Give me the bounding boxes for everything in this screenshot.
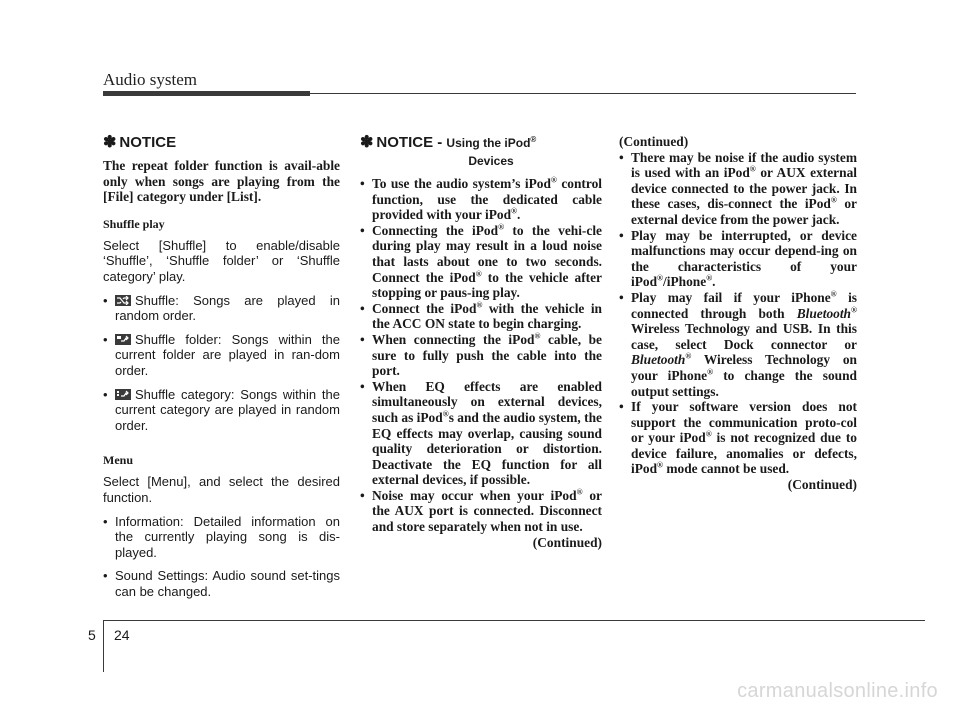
shuffle-intro: Select [Shuffle] to enable/disable ‘Shuffle’, ‘Shuffle folder’ or ‘Shuffle category’ play. [103,237,340,284]
shuffle-heading: Shuffle play [103,216,165,231]
notice-heading [103,134,340,152]
list-item-text: is not recognized due to device failure, anomalies or defects, iPod [631,430,857,477]
reg-mark: ® [830,289,837,299]
list-item-text: When connecting the iPod [372,331,535,347]
list-item-text: or the AUX port is connected. Disconnect and store separately when not in use. [372,487,602,535]
list-item: • Connecting the iPod® to the vehi-cle during play may result in a loud noise that lasts about one to two seconds. Connect the iPod® to the vehicle after stopping or paus-ing play. [360,222,603,301]
list-item: • Shuffle category: Songs within the current category are played in random order. [103,386,340,433]
reg-mark: ® [707,367,714,377]
list-item-text: . [517,207,521,223]
header-bar-thick [103,91,310,96]
reg-mark: ® [576,487,583,497]
menu-item-text: Information: Detailed information on the currently playing song is dis-played. [115,513,340,560]
list-item: • Information: Detailed information on the currently playing song is dis-played. [103,513,340,560]
reg-mark: ® [534,331,541,341]
column-left [103,134,340,607]
list-item-text: To use the audio system’s iPod [372,176,551,191]
ipod-notice-subtitle-text: Using the iPod [446,136,531,150]
shuffle-list [103,293,340,434]
list-item: • To use the audio system’s iPod® control function, use the dedicated cable provided with your iPod®. [360,175,603,223]
shuffle-item-text: Shuffle: Songs are played in random order. [115,292,340,324]
reg-mark: ® [830,195,837,205]
list-item: • When EQ effects are enabled simultaneously on external devices, such as iPod®s and the audio system, the EQ effects may overlap, causing sound quality deterioration or distortion. Deactivate the EQ function for all external devices, if possible. [360,378,602,488]
list-item-text: or external device from the power jack. [631,196,857,227]
bluetooth-term: Bluetooth [631,352,686,368]
list-item-text: Wireless Technology and USB. In this case, select Dock connector or [631,321,857,352]
page-number: 24 [114,627,130,643]
footer-line [103,620,925,621]
list-item-text: control function, use the dedicated cable provided with your iPod [372,176,603,223]
footer-vertical-line [103,620,104,672]
reg-mark: ® [511,206,518,216]
list-item-text: If your software version does not support the communication proto-col or your iPod [631,399,857,446]
continued-bottom-label: (Continued) [787,477,857,493]
list-item-text: Connect the iPod [372,300,477,316]
list-item-text: or AUX external device connected to the power jack. In these cases, dis-connect the iPod [631,165,857,212]
menu-item-text: Sound Settings: Audio sound set-tings can be changed. [115,568,340,599]
list-item-text: Wireless Technology on your iPhone [631,352,857,383]
list-item-text: Noise may occur when your iPod [372,487,577,503]
shuffle-item-text: Shuffle folder: Songs within the current folder are played in ran-dom order. [115,331,340,378]
reg-mark: ® [476,300,483,310]
reg-mark: ® [550,175,557,185]
list-item-text: to change the sound output settings. [631,367,857,399]
list-item-text: s and the audio system, the EQ effects may overlap, causing sound quality deterioration or distortion. Deactivate the EQ function for all external devices, if possible. [372,409,602,488]
list-item-text: /iPhone [663,274,707,290]
menu-intro: Select [Menu], and select the desired function. [103,474,340,505]
list-item: • If your software version does not support the communication proto-col or your iPod® is not recognized due to device failure, anomalies or defects, iPod® mode cannot be used. [619,399,857,477]
list-item-text: Play may fail if your iPhone [631,289,831,305]
list-item: • Shuffle: Songs are played in random order. [103,292,340,324]
list-item-text: Connecting the iPod [372,222,499,238]
header-title: Audio system [103,70,197,89]
shuffle-category-icon [115,389,131,400]
menu-list [103,514,340,600]
reg-mark: ® [530,135,537,144]
ipod-notice-subtitle-line2: Devices [468,154,514,168]
list-item: • Play may fail if your iPhone® is connected through both Bluetooth® Wireless Technology and USB. In this case, select Dock connector or Bluetooth® Wireless Technology on your iPhone® to change the sound output settings. [619,289,858,399]
reg-mark: ® [749,164,756,174]
chapter-number: 5 [88,627,96,643]
list-item: • Shuffle folder: Songs within the current folder are played in ran-dom order. [103,331,340,378]
list-item-text: to the vehi-cle during play may result in a loud noise that lasts about one to two seconds. Connect the iPod [372,222,603,285]
ipod-notice-heading [360,134,602,170]
shuffle-icon [115,295,131,306]
notice-body: The repeat folder function is avail-able only when songs are playing from the [File] category under [List]. [103,158,340,205]
reg-mark: ® [657,461,664,470]
list-item: • Play may be interrupted, or device malfunctions may occur depend-ing on the characteristics of your iPod®/iPhone®. [619,227,857,290]
reg-mark: ® [705,429,712,439]
list-item: • When connecting the iPod® cable, be sure to fully push the cable into the port. [360,331,603,379]
ipod-notice-list-continued [619,150,857,477]
list-item-text: When EQ effects are enabled simultaneously on external devices, such as iPod [372,378,602,425]
list-item-text: to the vehicle after stopping or paus-ing play. [372,269,602,301]
reg-mark: ® [657,273,664,283]
reg-mark: ® [475,269,482,279]
shuffle-folder-icon [115,334,131,345]
watermark: carmanualsonline.info [737,680,938,702]
shuffle-item-text: Shuffle category: Songs within the current category are played in random order. [115,386,340,433]
list-item-text: mode cannot be used. [663,461,790,477]
continued-top-label: (Continued) [619,134,689,149]
list-item-text: Play may be interrupted, or device malfunctions may occur depend-ing on the characteristics of your iPod [631,227,857,290]
list-item: • Noise may occur when your iPod® or the AUX port is connected. Disconnect and store separately when not in use. [360,487,602,535]
column-right [619,134,857,493]
ipod-notice-subtitle [446,136,536,150]
list-item: • There may be noise if the audio system is used with an iPod® or AUX external device connected to the power jack. In these cases, dis-connect the iPod® or external device from the power jack. [619,149,857,227]
list-item-text: cable, be sure to fully push the cable into the port. [372,331,603,379]
list-item: • Connect the iPod® with the vehicle in the ACC ON state to begin charging. [360,300,602,332]
list-item-text: with the vehicle in the ACC ON state to begin charging. [372,300,602,332]
bluetooth-term: Bluetooth [796,305,852,321]
list-item-text: There may be noise if the audio system is used with an iPod [631,149,857,181]
reg-mark: ® [851,305,857,315]
notice-star-icon: ✽ [360,134,374,151]
list-item: • Sound Settings: Audio sound set-tings can be changed. [103,568,340,599]
header-bar-thin [310,93,856,94]
list-item-text: is connected through both [631,289,858,321]
ipod-notice-list [360,176,602,535]
reg-mark: ® [706,273,713,283]
list-item-text: . [712,274,716,290]
reg-mark: ® [498,222,505,232]
notice-star-icon: ✽ [103,134,117,151]
ipod-notice-heading-text: NOTICE - [376,134,443,151]
menu-heading: Menu [103,453,133,468]
column-middle [360,134,602,550]
reg-mark: ® [442,409,449,419]
reg-mark: ® [685,351,692,361]
notice-heading-text: NOTICE [119,134,177,151]
continued-label: (Continued) [532,534,602,550]
